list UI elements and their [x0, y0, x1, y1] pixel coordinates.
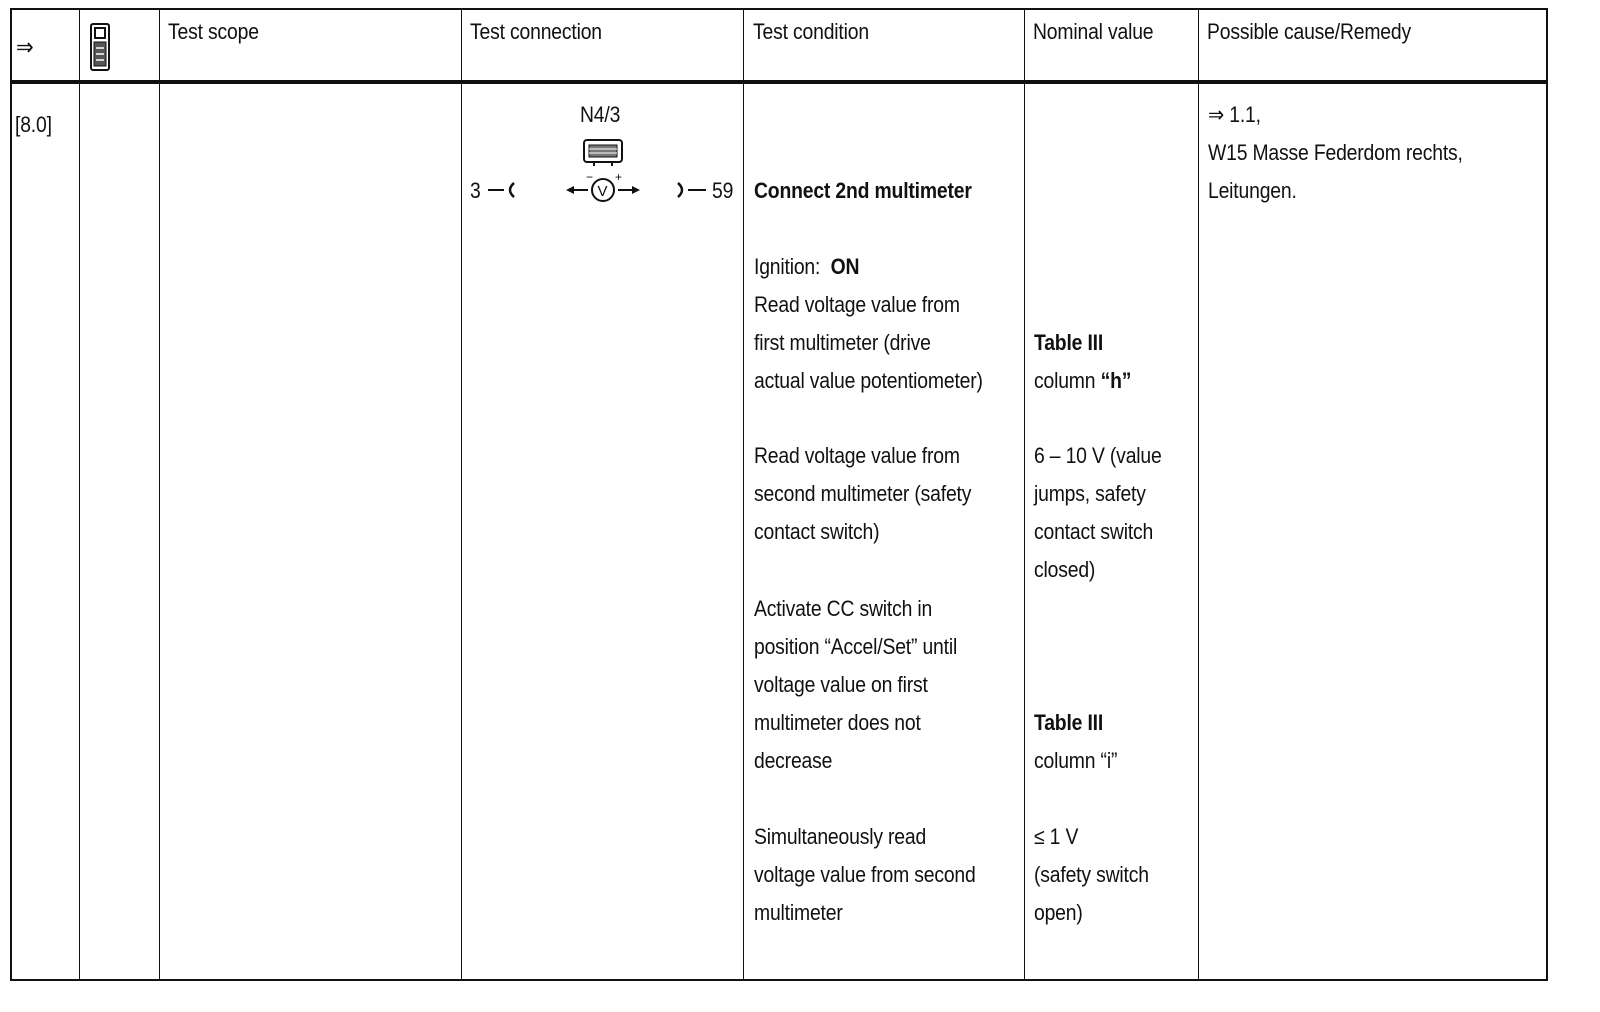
- step-number: [8.0]: [15, 112, 52, 137]
- connector-left-icon: [486, 180, 522, 200]
- header-possible-cause: Possible cause/Remedy: [1207, 19, 1411, 44]
- nominal-voltage-range-line: jumps, safety: [1034, 481, 1146, 506]
- remedy-line: W15 Masse Federdom rechts,: [1208, 140, 1463, 165]
- nominal-voltage-range-line: 6 – 10 V (value: [1034, 443, 1162, 468]
- condition-step-4-line: voltage value from second: [754, 862, 976, 887]
- column-divider: [461, 8, 462, 981]
- nominal-voltage-limit-line: open): [1034, 900, 1083, 925]
- ignition-value: ON: [830, 254, 860, 279]
- condition-step-4-line: multimeter: [754, 900, 843, 925]
- header-test-scope: Test scope: [168, 19, 259, 44]
- svg-text:V: V: [597, 183, 608, 200]
- pin-right: 59: [712, 178, 734, 203]
- condition-step-1-line: actual value potentiometer): [754, 368, 983, 393]
- column-divider: [1024, 8, 1025, 981]
- header-test-condition: Test condition: [753, 19, 869, 44]
- connector-right-icon: [672, 180, 708, 200]
- nominal-voltage-range-line: closed): [1034, 557, 1096, 582]
- header-divider: [10, 80, 1548, 84]
- module-label: N4/3: [580, 102, 621, 127]
- nominal-table-ref: Table III: [1034, 330, 1104, 355]
- nominal-column-ref: column “i”: [1034, 748, 1118, 773]
- header-test-connection: Test connection: [470, 19, 602, 44]
- condition-step-2-line: Read voltage value from: [754, 443, 960, 468]
- svg-text:+: +: [615, 172, 623, 184]
- nominal-voltage-range-line: contact switch: [1034, 519, 1154, 544]
- nominal-voltage-limit-line: (safety switch: [1034, 862, 1149, 887]
- nominal-column-ref: [1034, 362, 1131, 400]
- header-arrow: ⇒: [16, 34, 34, 61]
- condition-step-3-line: position “Accel/Set” until: [754, 634, 958, 659]
- svg-text:−: −: [586, 172, 594, 184]
- condition-step-2-line: contact switch): [754, 519, 880, 544]
- pin-left: 3: [470, 178, 481, 203]
- ignition-label: Ignition:: [754, 254, 821, 279]
- nominal-voltage-limit-line: ≤ 1 V: [1034, 824, 1079, 849]
- connect-instruction: Connect 2nd multimeter: [754, 178, 972, 203]
- column-divider: [743, 8, 744, 981]
- condition-step-3-line: decrease: [754, 748, 833, 773]
- nominal-table-ref: Table III: [1034, 710, 1104, 735]
- condition-step-1-line: first multimeter (drive: [754, 330, 931, 355]
- condition-step-3-line: multimeter does not: [754, 710, 921, 735]
- condition-step-3-line: voltage value on first: [754, 672, 928, 697]
- condition-step-1-line: Read voltage value from: [754, 292, 960, 317]
- column-divider: [159, 8, 160, 981]
- condition-step-2-line: second multimeter (safety: [754, 481, 972, 506]
- condition-step-4-line: Simultaneously read: [754, 824, 927, 849]
- nominal-column-prefix: column: [1034, 368, 1096, 393]
- diagnostic-tester-icon: [88, 22, 112, 74]
- ignition-line: [754, 248, 859, 286]
- remedy-reference: ⇒ 1.1,: [1208, 102, 1261, 127]
- remedy-line: Leitungen.: [1208, 178, 1297, 203]
- condition-step-3-line: Activate CC switch in: [754, 596, 933, 621]
- voltmeter-icon: [564, 172, 642, 204]
- nominal-column-key: “h”: [1100, 368, 1132, 393]
- column-divider: [1198, 8, 1199, 981]
- column-divider: [79, 8, 80, 981]
- control-unit-icon: [582, 138, 624, 168]
- header-nominal-value: Nominal value: [1033, 19, 1154, 44]
